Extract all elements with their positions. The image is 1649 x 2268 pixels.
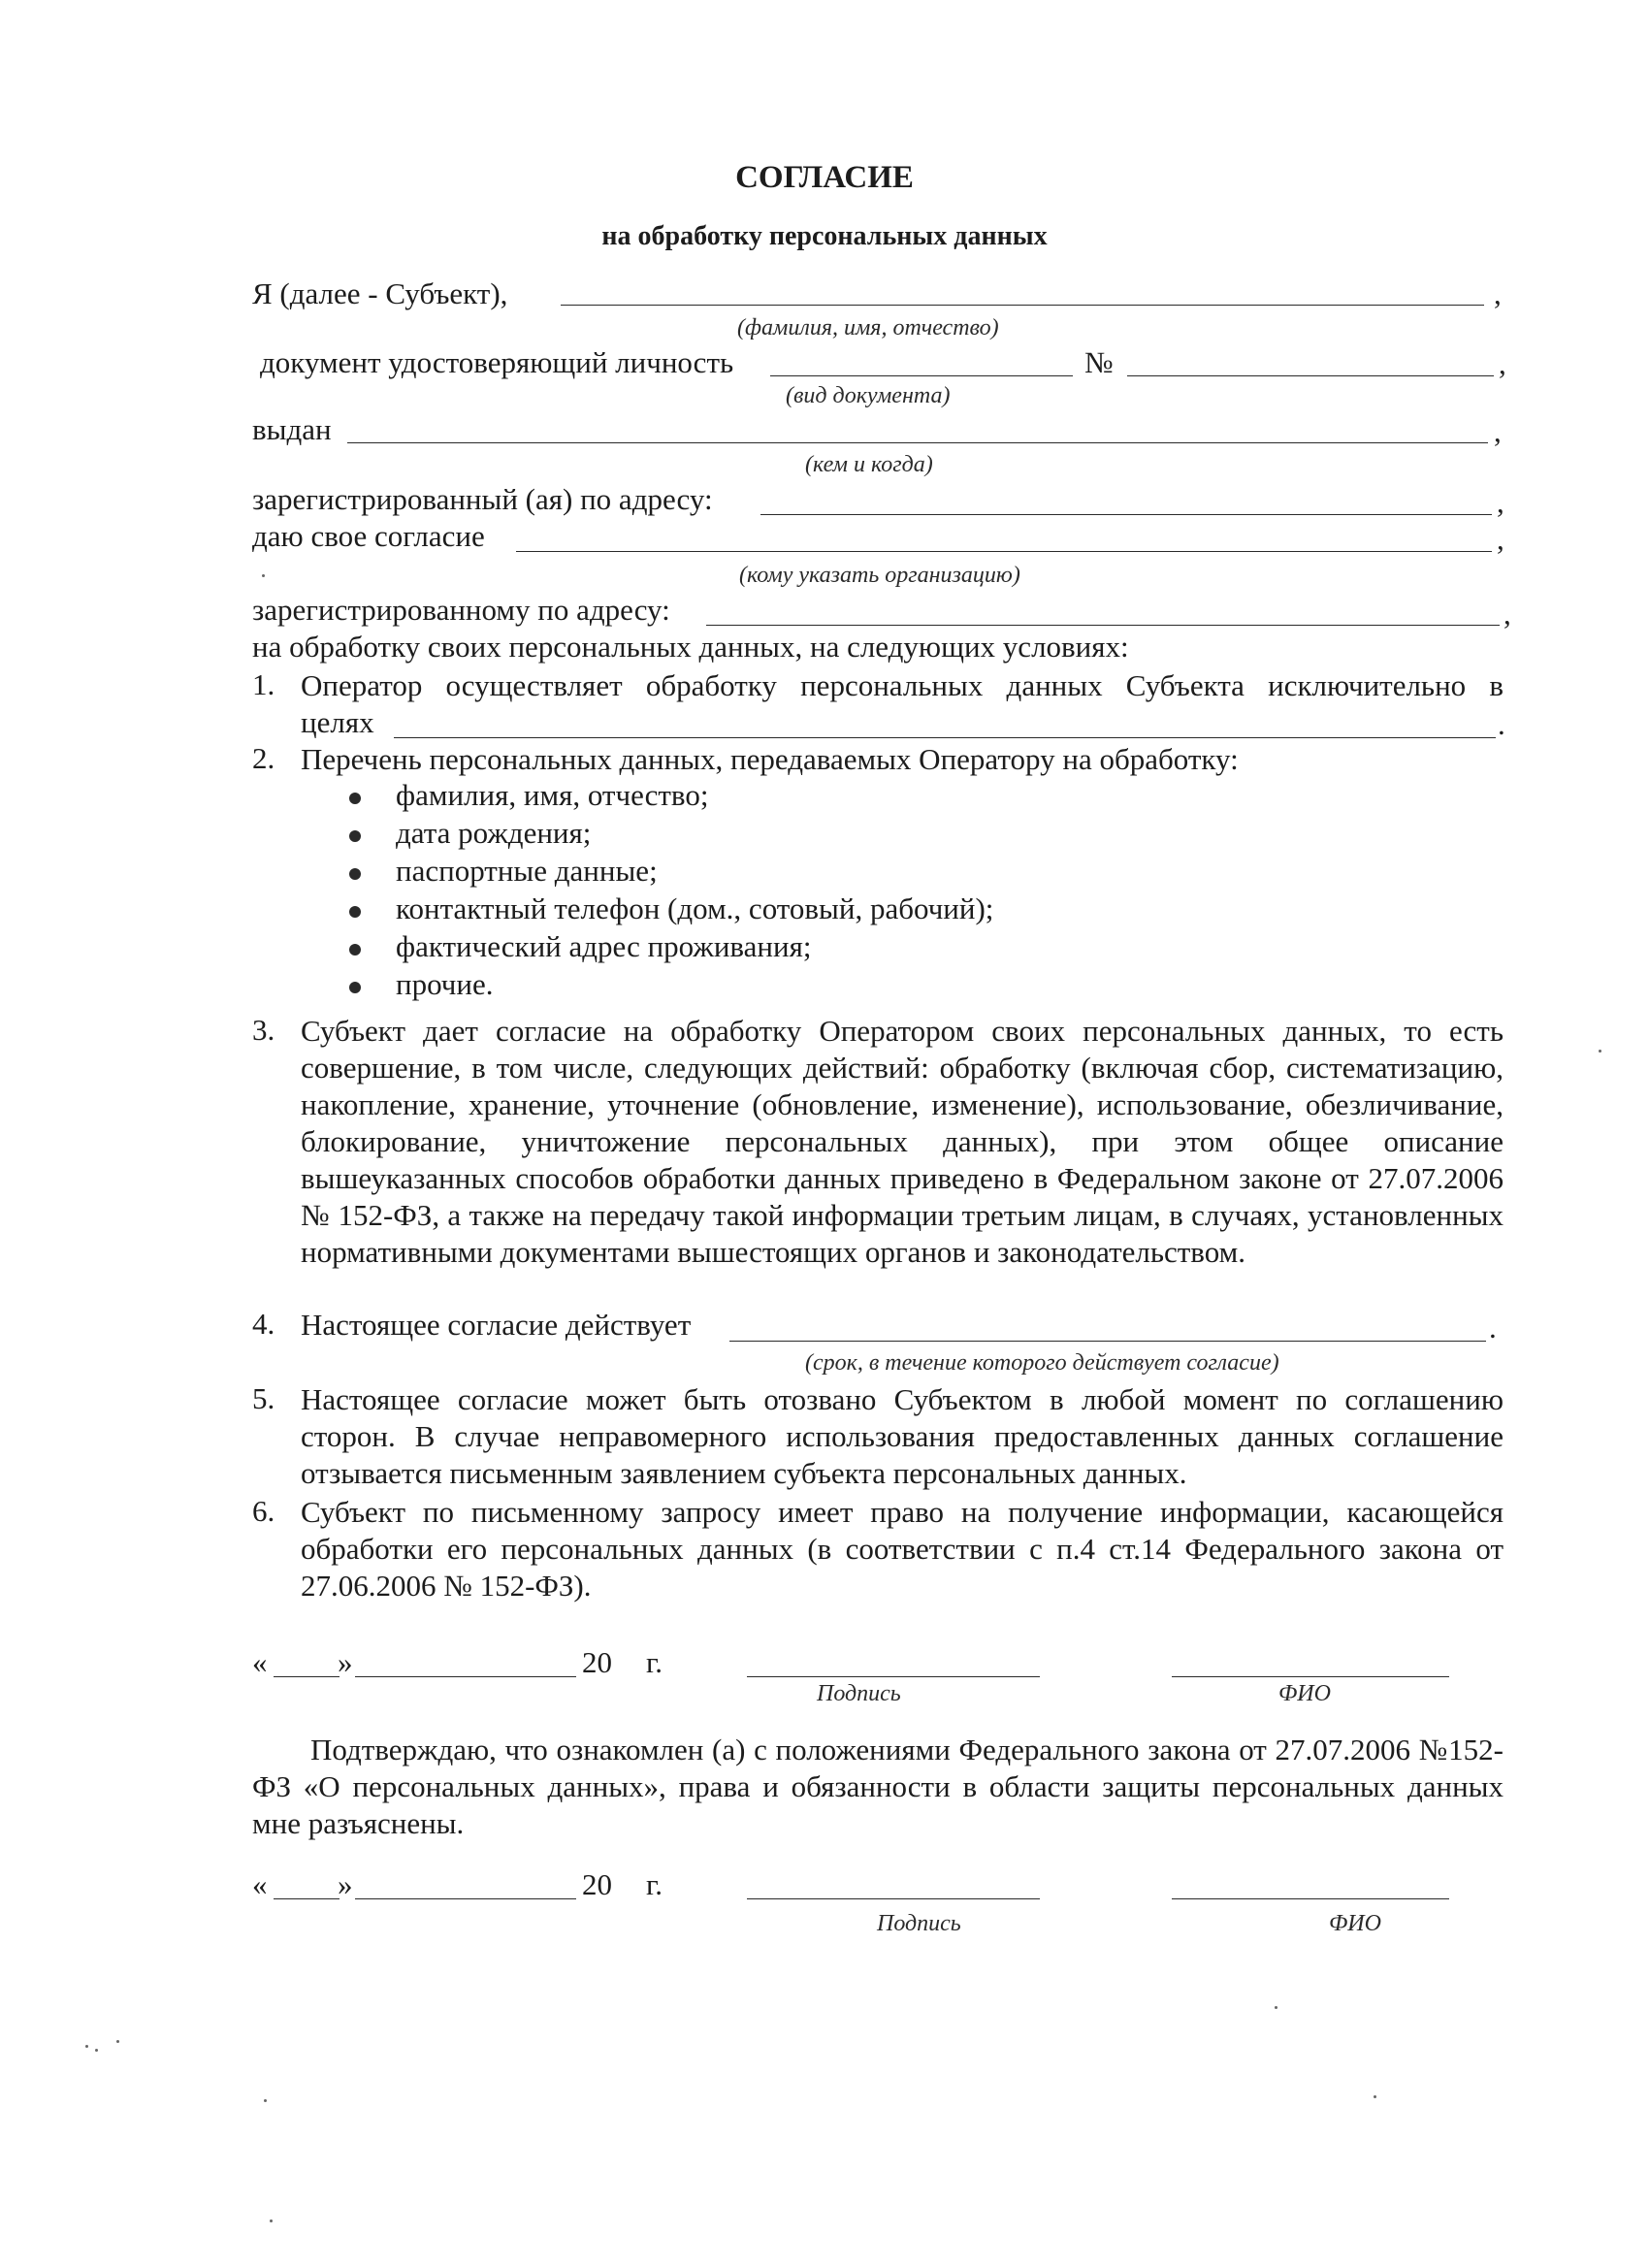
bullet-icon bbox=[349, 944, 361, 956]
item-number: 1. bbox=[252, 667, 275, 701]
list-item: прочие. bbox=[396, 967, 494, 1001]
item-4-text: Настоящее согласие действует bbox=[301, 1308, 692, 1342]
item-6-text: Субъект по письменному запросу имеет право на получение информации, касающейся обработки его персональных данных (в соответствии с п.4 ст.14 Федерального закона от 27.06.2006 № 152-ФЗ). bbox=[301, 1495, 1504, 1603]
scan-speck bbox=[1374, 2095, 1376, 2098]
issued-caption: (кем и когда) bbox=[805, 452, 933, 477]
term-caption: (срок, в течение которого действует согласие) bbox=[805, 1350, 1279, 1376]
year-prefix: 20 bbox=[582, 1867, 612, 1901]
purpose-field[interactable] bbox=[394, 737, 1496, 738]
scan-speck bbox=[116, 2040, 119, 2043]
operator-address-field[interactable] bbox=[706, 625, 1500, 626]
issued-field[interactable] bbox=[347, 442, 1488, 443]
bullet-icon bbox=[349, 793, 361, 804]
scan-speck bbox=[270, 2219, 273, 2222]
item-number: 4. bbox=[252, 1307, 275, 1341]
consent-term-field[interactable] bbox=[729, 1341, 1486, 1342]
year-prefix: 20 bbox=[582, 1645, 612, 1679]
full-name-field[interactable] bbox=[1172, 1676, 1449, 1677]
list-item: контактный телефон (дом., сотовый, рабочий); bbox=[396, 891, 994, 925]
comma: , bbox=[1499, 346, 1506, 380]
document-number-label: № bbox=[1084, 345, 1114, 379]
conditions-intro: на обработку своих персональных данных, на следующих условиях: bbox=[252, 630, 1129, 664]
item-number: 3. bbox=[252, 1013, 275, 1047]
period: . bbox=[1489, 1311, 1497, 1345]
document-title: СОГЛАСИЕ bbox=[735, 160, 914, 195]
signature-caption: Подпись bbox=[877, 1911, 961, 1936]
comma: , bbox=[1494, 276, 1502, 310]
subject-caption: (фамилия, имя, отчество) bbox=[737, 315, 999, 340]
scan-speck bbox=[95, 2049, 98, 2052]
operator-address-label: зарегистрированному по адресу: bbox=[252, 593, 670, 627]
scan-speck bbox=[262, 574, 265, 577]
document-type-field[interactable] bbox=[770, 375, 1073, 376]
name-caption: ФИО bbox=[1278, 1681, 1331, 1706]
signature-caption: Подпись bbox=[817, 1681, 901, 1706]
consent-caption: (кому указать организацию) bbox=[739, 563, 1020, 588]
bullet-icon bbox=[349, 868, 361, 880]
item-1-line1: Оператор осуществляет обработку персональных данных Субъекта исключительно в bbox=[301, 668, 1504, 702]
document-number-field[interactable] bbox=[1127, 375, 1494, 376]
list-item: дата рождения; bbox=[396, 816, 592, 850]
day-field[interactable] bbox=[274, 1676, 340, 1677]
comma: , bbox=[1497, 485, 1504, 519]
list-item: фактический адрес проживания; bbox=[396, 929, 812, 963]
item-1-line2: целях bbox=[301, 705, 374, 739]
date-close-quote: » bbox=[338, 1867, 353, 1901]
item-number: 2. bbox=[252, 741, 275, 775]
year-suffix: г. bbox=[646, 1645, 663, 1679]
date-open-quote: « bbox=[252, 1645, 268, 1679]
document-label: документ удостоверяющий личность bbox=[260, 345, 734, 379]
consent-organization-field[interactable] bbox=[516, 551, 1492, 552]
scan-speck bbox=[264, 2099, 267, 2102]
name-caption: ФИО bbox=[1329, 1911, 1381, 1936]
signature-field[interactable] bbox=[747, 1676, 1040, 1677]
scan-speck bbox=[1599, 1050, 1601, 1053]
item-number: 5. bbox=[252, 1381, 275, 1415]
year-suffix: г. bbox=[646, 1867, 663, 1901]
confirmation-text: Подтверждаю, что ознакомлен (а) с положениями Федерального закона от 27.07.2006 №152-ФЗ «О персональных данных», права и обязанности в области защиты персональных данных мне разъяснены. bbox=[252, 1733, 1504, 1840]
scan-speck bbox=[85, 2045, 88, 2048]
item-3-text: Субъект дает согласие на обработку Оператором своих персональных данных, то есть совершение, в том числе, следующих действий: обработку (включая сбор, систематизацию, накопление, хранение, уточнение (обновление, изменение), использование, обезличивание, блокирование, уничтожение персональных данных), при этом общее описание вышеуказанных способов обработки данных приведено в Федеральном законе от 27.07.2006 № 152-ФЗ, а также на передачу такой информации третьим лицам, в случаях, установленных нормативными документами вышестоящих органов и законодательством. bbox=[301, 1014, 1504, 1269]
registered-address-field[interactable] bbox=[760, 514, 1492, 515]
item-2-text: Перечень персональных данных, передаваемых Оператору на обработку: bbox=[301, 742, 1239, 776]
bullet-icon bbox=[349, 830, 361, 842]
month-field[interactable] bbox=[355, 1676, 576, 1677]
list-item: паспортные данные; bbox=[396, 854, 658, 888]
consent-label: даю свое согласие bbox=[252, 519, 485, 553]
full-name-field[interactable] bbox=[1172, 1898, 1449, 1899]
day-field[interactable] bbox=[274, 1898, 340, 1899]
bullet-icon bbox=[349, 982, 361, 993]
bullet-icon bbox=[349, 906, 361, 918]
document-subtitle: на обработку персональных данных bbox=[601, 221, 1048, 251]
registered-label: зарегистрированный (ая) по адресу: bbox=[252, 482, 713, 516]
period: . bbox=[1498, 707, 1505, 741]
subject-label: Я (далее - Субъект), bbox=[252, 276, 508, 310]
subject-name-field[interactable] bbox=[561, 305, 1484, 306]
issued-label: выдан bbox=[252, 412, 332, 446]
item-number: 6. bbox=[252, 1494, 275, 1528]
scan-speck bbox=[1275, 2006, 1277, 2009]
comma: , bbox=[1504, 597, 1511, 631]
date-open-quote: « bbox=[252, 1867, 268, 1901]
comma: , bbox=[1494, 414, 1502, 448]
signature-field[interactable] bbox=[747, 1898, 1040, 1899]
document-caption: (вид документа) bbox=[786, 383, 951, 408]
list-item: фамилия, имя, отчество; bbox=[396, 778, 709, 812]
item-5-text: Настоящее согласие может быть отозвано Субъектом в любой момент по соглашению сторон. В случае неправомерного использования предоставленных данных соглашение отзывается письменным заявлением субъекта персональных данных. bbox=[301, 1382, 1504, 1490]
date-close-quote: » bbox=[338, 1645, 353, 1679]
comma: , bbox=[1497, 522, 1504, 556]
month-field[interactable] bbox=[355, 1898, 576, 1899]
